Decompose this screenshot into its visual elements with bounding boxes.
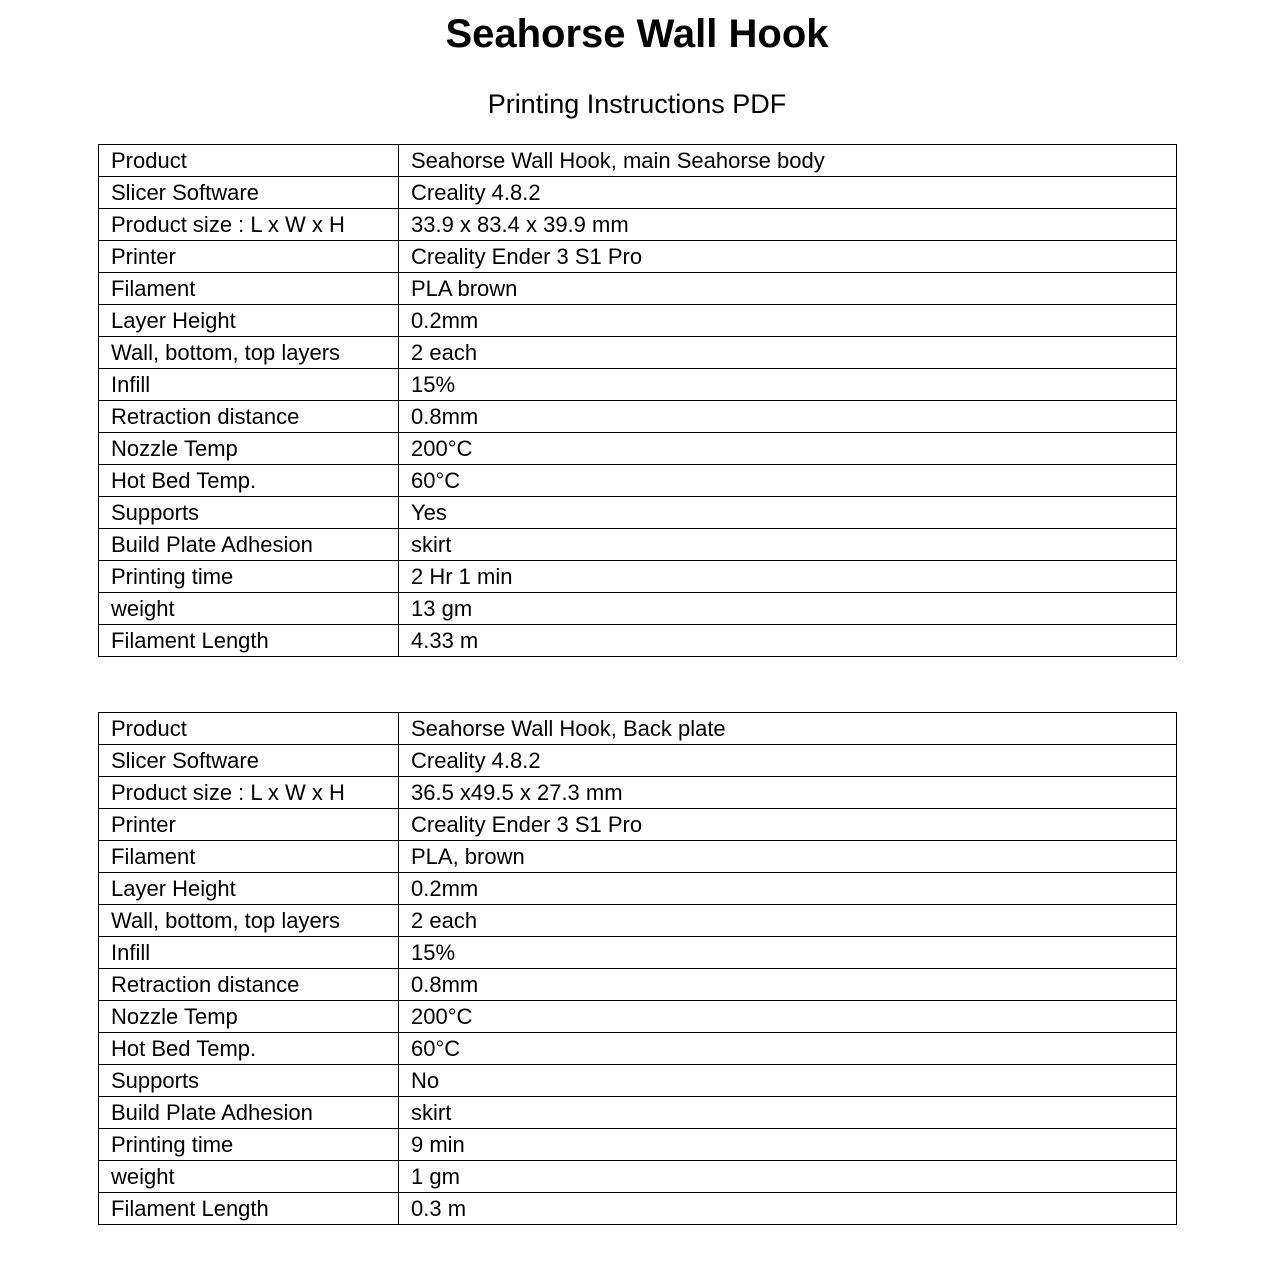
page-subtitle: Printing Instructions PDF (487, 89, 787, 119)
spec-value: skirt (399, 1097, 1177, 1129)
table-row (99, 1193, 1177, 1225)
table-row (99, 1097, 1177, 1129)
table-row (99, 209, 1177, 241)
spec-label: Product size : L x W x H (99, 777, 399, 809)
spec-value: Seahorse Wall Hook, Back plate (399, 713, 1177, 745)
spec-value: 33.9 x 83.4 x 39.9 mm (399, 209, 1177, 241)
table-row (99, 1001, 1177, 1033)
spec-label: Retraction distance (99, 969, 399, 1001)
table-row (99, 1129, 1177, 1161)
spec-value: 0.8mm (399, 969, 1177, 1001)
spec-value: 9 min (399, 1129, 1177, 1161)
spec-label: Retraction distance (99, 401, 399, 433)
table-row (99, 777, 1177, 809)
back-plate-specs-table (98, 712, 1177, 1225)
spec-label: Printing time (99, 1129, 399, 1161)
spec-label: Filament (99, 273, 399, 305)
spec-value: No (399, 1065, 1177, 1097)
spec-value: Creality Ender 3 S1 Pro (399, 241, 1177, 273)
spec-value: Seahorse Wall Hook, main Seahorse body (399, 145, 1177, 177)
spec-value: 60°C (399, 465, 1177, 497)
spec-label: Nozzle Temp (99, 433, 399, 465)
table-row (99, 625, 1177, 657)
table-row (99, 401, 1177, 433)
table-row (99, 561, 1177, 593)
spec-label: Layer Height (99, 305, 399, 337)
table-row (99, 937, 1177, 969)
table-row (99, 497, 1177, 529)
table-row (99, 841, 1177, 873)
spec-label: weight (99, 1161, 399, 1193)
spec-label: Slicer Software (99, 177, 399, 209)
spec-value: 200°C (399, 433, 1177, 465)
spec-label: Wall, bottom, top layers (99, 337, 399, 369)
spec-value: 1 gm (399, 1161, 1177, 1193)
table-row (99, 905, 1177, 937)
table-row (99, 177, 1177, 209)
table-row (99, 465, 1177, 497)
spec-label: Infill (99, 937, 399, 969)
spec-value: 15% (399, 937, 1177, 969)
table-row (99, 809, 1177, 841)
spec-label: Supports (99, 497, 399, 529)
spec-value: 60°C (399, 1033, 1177, 1065)
table-row (99, 145, 1177, 177)
spec-value: 0.2mm (399, 873, 1177, 905)
table-row (99, 745, 1177, 777)
table-body (99, 145, 1177, 657)
table-row (99, 369, 1177, 401)
spec-label: Supports (99, 1065, 399, 1097)
spec-value: 0.2mm (399, 305, 1177, 337)
table-row (99, 873, 1177, 905)
table-row (99, 713, 1177, 745)
spec-value: 200°C (399, 1001, 1177, 1033)
table-row (99, 1065, 1177, 1097)
table-row (99, 241, 1177, 273)
spec-value: 2 each (399, 905, 1177, 937)
spec-value: 15% (399, 369, 1177, 401)
spec-value: 2 Hr 1 min (399, 561, 1177, 593)
table-row (99, 305, 1177, 337)
table-row (99, 529, 1177, 561)
spec-value: Yes (399, 497, 1177, 529)
spec-value: 4.33 m (399, 625, 1177, 657)
spec-value: 2 each (399, 337, 1177, 369)
spec-value: PLA, brown (399, 841, 1177, 873)
spec-label: Filament Length (99, 625, 399, 657)
spec-label: weight (99, 593, 399, 625)
spec-label: Filament (99, 841, 399, 873)
main-body-specs-table (98, 144, 1177, 657)
spec-label: Filament Length (99, 1193, 399, 1225)
spec-value: 0.8mm (399, 401, 1177, 433)
spec-label: Nozzle Temp (99, 1001, 399, 1033)
spec-label: Wall, bottom, top layers (99, 905, 399, 937)
spec-label: Product (99, 145, 399, 177)
spec-label: Printer (99, 241, 399, 273)
table-row (99, 337, 1177, 369)
table-row (99, 1033, 1177, 1065)
spec-label: Build Plate Adhesion (99, 1097, 399, 1129)
spec-value: 0.3 m (399, 1193, 1177, 1225)
spec-label: Product (99, 713, 399, 745)
spec-value: Creality 4.8.2 (399, 745, 1177, 777)
spec-label: Printer (99, 809, 399, 841)
table-row (99, 433, 1177, 465)
table-row (99, 969, 1177, 1001)
spec-label: Hot Bed Temp. (99, 465, 399, 497)
spec-value: PLA brown (399, 273, 1177, 305)
spec-value: Creality Ender 3 S1 Pro (399, 809, 1177, 841)
spec-label: Build Plate Adhesion (99, 529, 399, 561)
spec-label: Printing time (99, 561, 399, 593)
spec-label: Hot Bed Temp. (99, 1033, 399, 1065)
spec-label: Layer Height (99, 873, 399, 905)
spec-label: Product size : L x W x H (99, 209, 399, 241)
page-title: Seahorse Wall Hook (445, 12, 829, 56)
table-row (99, 593, 1177, 625)
spec-value: 13 gm (399, 593, 1177, 625)
spec-value: Creality 4.8.2 (399, 177, 1177, 209)
table-row (99, 1161, 1177, 1193)
spec-label: Slicer Software (99, 745, 399, 777)
spec-value: skirt (399, 529, 1177, 561)
table-row (99, 273, 1177, 305)
table-body (99, 713, 1177, 1225)
spec-value: 36.5 x49.5 x 27.3 mm (399, 777, 1177, 809)
spec-label: Infill (99, 369, 399, 401)
